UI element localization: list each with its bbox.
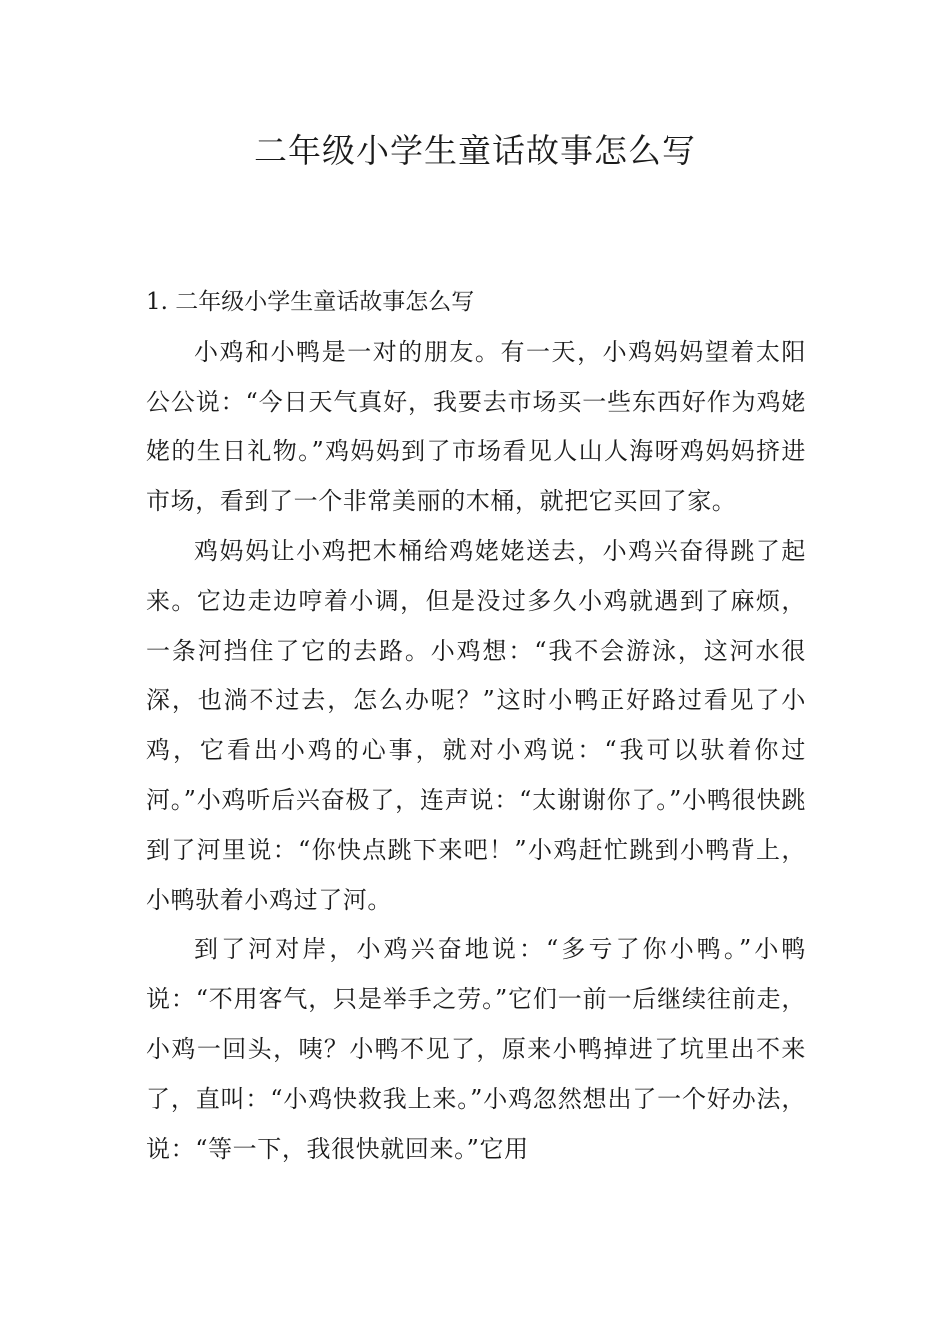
paragraph: 小鸡和小鸭是一对的朋友。有一天，小鸡妈妈望着太阳公公说：“今日天气真好，我要去市场买一些东西好作为鸡姥姥的生日礼物。”鸡妈妈到了市场看见人山人海呀鸡妈妈挤进市场，看到了一个非常美丽的木桶，就把它买回了家。 — [146, 337, 806, 516]
paragraph: 鸡妈妈让小鸡把木桶给鸡姥姥送去，小鸡兴奋得跳了起来。它边走边哼着小调，但是没过多久小鸡就遇到了麻烦，一条河挡住了它的去路。小鸡想：“我不会游泳，这河水很深，也淌不过去，怎么办呢？”这时小鸭正好路过看见了小鸡，它看出小鸡的心事，就对小鸡说：“我可以驮着你过河。”小鸡听后兴奋极了，连声说：“太谢谢你了。”小鸭很快跳到了河里说：“你快点跳下来吧！”小鸡赶忙跳到小鸭背上，小鸭驮着小鸡过了河。 — [146, 536, 806, 914]
section-heading: 1. 二年级小学生童话故事怎么写 — [146, 289, 475, 315]
paragraph: 到了河对岸，小鸡兴奋地说：“多亏了你小鸭。”小鸭说：“不用客气，只是举手之劳。”它们一前一后继续往前走，小鸡一回头，咦？小鸭不见了，原来小鸭掉进了坑里出不来了，直叫：“小鸡快救我上来。”小鸡忽然想出了一个好办法，说：“等一下，我很快就回来。”它用 — [146, 935, 806, 1163]
document-body — [146, 278, 806, 1174]
document-title: 二年级小学生童话故事怎么写 — [254, 131, 696, 170]
